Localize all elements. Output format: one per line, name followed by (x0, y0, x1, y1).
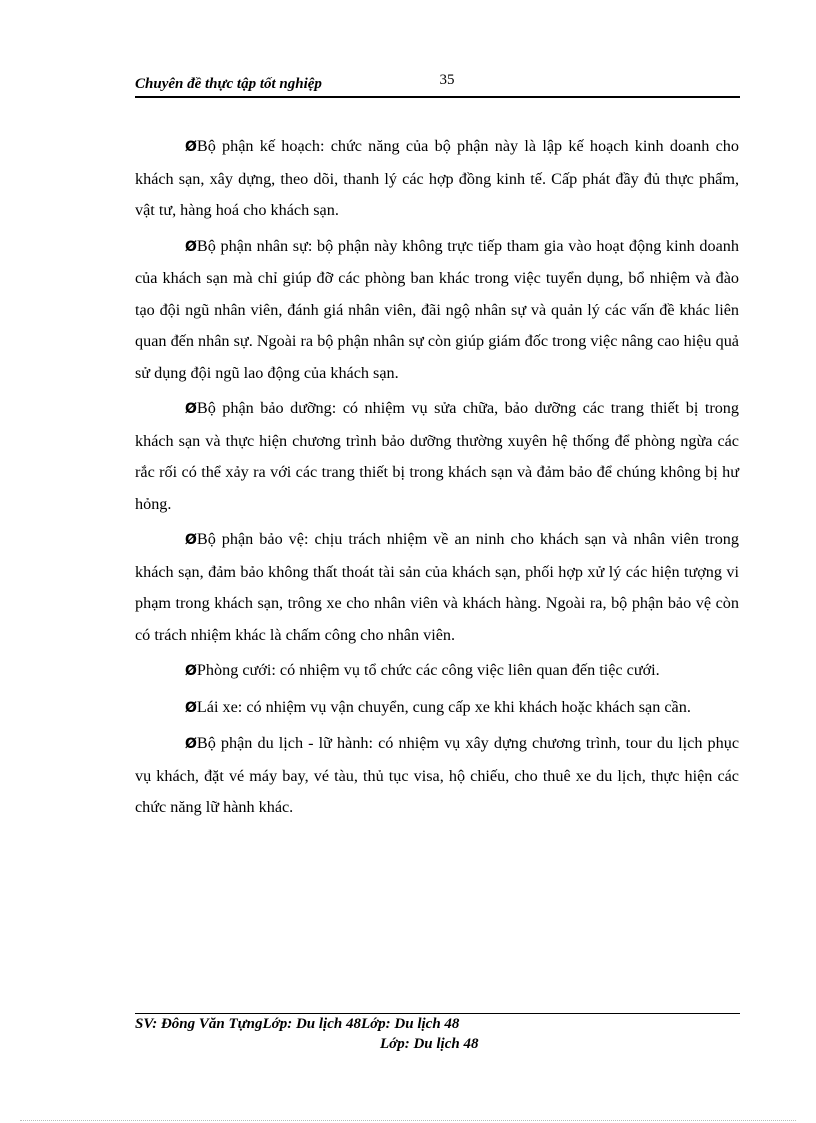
paragraph-personnel-department (135, 231, 739, 390)
paragraph-wedding-room (135, 655, 739, 688)
arrow-bullet-icon: Ø (185, 238, 197, 255)
arrow-bullet-icon: Ø (185, 401, 197, 417)
arrow-bullet-icon: Ø (185, 736, 197, 752)
paragraph-security-department (135, 524, 739, 651)
page-bottom-dotted-border (20, 1120, 796, 1121)
footer-student-info: SV: Đông Văn TựngLớp: Du lịch 48Lớp: Du lịch 48 (135, 1016, 460, 1032)
paragraph-text: Bộ phận bảo dưỡng: có nhiệm vụ sửa chữa, bảo dưỡng các trang thiết bị trong khách sạn và thực hiện chương trình bảo dưỡng thường xuyên hệ thống để phòng ngừa các rắc rối có thể xảy ra với các trang thiết bị trong khách sạn và đảm bảo để chúng không bị hư hỏng. (135, 399, 739, 513)
page-number: 35 (439, 72, 455, 88)
paragraph-text: Bộ phận bảo vệ: chịu trách nhiệm về an ninh cho khách sạn và nhân viên trong khách sạn, đảm bảo không thất thoát tài sản của khách sạn, phối hợp xử lý các hiện tượng vi phạm trong khách sạn, trông xe cho nhân viên và khách hàng. Ngoài ra, bộ phận bảo vệ còn có trách nhiệm khác là chấm công cho nhân viên. (135, 530, 739, 644)
footer-divider (135, 1013, 740, 1014)
arrow-bullet-icon: Ø (185, 532, 197, 548)
paragraph-maintenance-department (135, 393, 739, 520)
arrow-bullet-icon: Ø (185, 699, 197, 716)
paragraph-text: Bộ phận nhân sự: bộ phận này không trực tiếp tham gia vào hoạt động kinh doanh của khách sạn mà chỉ giúp đỡ các phòng ban khác trong việc tuyển dụng, bổ nhiệm và đào tạo đội ngũ nhân viên, đánh giá nhân viên, đãi ngộ nhân sự và quản lý các vấn đề khác liên quan đến nhân sự. Ngoài ra bộ phận nhân sự còn giúp giám đốc trong việc nâng cao hiệu quả sử dụng đội ngũ lao động của khách sạn. (135, 236, 739, 382)
arrow-bullet-icon: Ø (185, 663, 197, 679)
paragraph-planning-department (135, 131, 739, 227)
footer-class-info: Lớp: Du lịch 48 (380, 1036, 479, 1052)
header-title: Chuyên đề thực tập tốt nghiệp (135, 76, 322, 92)
paragraph-text: Phòng cưới: có nhiệm vụ tổ chức các công việc liên quan đến tiệc cưới. (196, 661, 660, 679)
document-body (135, 131, 739, 824)
header-divider (135, 96, 740, 98)
arrow-bullet-icon: Ø (185, 139, 197, 155)
paragraph-text: Lái xe: có nhiệm vụ vận chuyển, cung cấp xe khi khách hoặc khách sạn cần. (196, 697, 691, 716)
paragraph-drivers (135, 692, 739, 725)
paragraph-text: Bộ phận kế hoạch: chức năng của bộ phận này là lập kế hoạch kinh doanh cho khách sạn, xây dựng, theo dõi, thanh lý các hợp đồng kinh tế. Cấp phát đầy đủ thực phẩm, vật tư, hàng hoá cho khách sạn. (135, 137, 739, 219)
paragraph-text: Bộ phận du lịch - lữ hành: có nhiệm vụ xây dựng chương trình, tour du lịch phục vụ khách, đặt vé máy bay, vé tàu, thủ tục visa, hộ chiếu, cho thuê xe du lịch, thực hiện các chức năng lữ hành khác. (135, 734, 739, 816)
paragraph-travel-department (135, 728, 739, 824)
